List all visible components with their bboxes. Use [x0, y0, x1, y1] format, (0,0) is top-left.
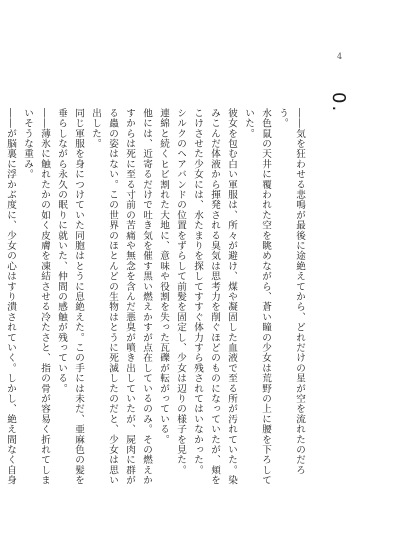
paragraph: シルクのヘアバンドの位置をずらして前髪を固定し、少女は辺りの様子を見た。: [175, 108, 186, 476]
paragraph: 水色鼠の天井に覆われた空を眺めながら、蒼い瞳の少女は荒野の上に腰を下ろしていた。: [243, 108, 271, 486]
paragraph: ――薄氷に触れたかの如く皮膚を凍結させる冷たさと、指の骨が容易く折れてしまいそうな重み。: [22, 108, 50, 486]
paragraph: 連綿と続くヒビ割れた大地に、意味や役割を失った瓦礫が転がっている。: [158, 108, 169, 445]
paragraph: ――が脳裏に浮かぶ度に、少女の心はすり潰されていく。しかし、絶え間なく自身: [5, 108, 16, 486]
chapter-title: 0.: [328, 92, 349, 114]
paragraph: 同じ軍服を身につけていた同胞はとうに息絶えた。この手には未だ、亜麻色の髪を垂らしながら永久の眠りに就いた、仲間の感触が残っている。: [56, 108, 84, 486]
paragraph: ――気を狂わせる悲鳴が最後に途絶えてから、どれだけの星が空を流れたのだろう。: [277, 108, 305, 476]
page-number: 4: [337, 52, 343, 61]
paragraph: 彼女を包む白い軍服は、所々が避け、煤や凝固した血液で至る所が汚れていた。染みこんだ体液から揮発される臭気は思考力を削ぐほどのものになっていたが、頬をこけさせた少女には、水たまりを探してすすぐ体力すら残されてはいなかった。: [192, 108, 237, 486]
paragraph: 他には、近寄るだけで吐き気を催す黒い燃えかすが点在しているのみ。その燃えかすからは死に至る寸前の苦痛や無念を含んだ悪臭が噴き出していたが、屍肉に群がる蟲の姿はない。この世界のほとんどの生物はとうに死滅したのだと、少女は思い出した。: [90, 108, 152, 486]
body-text: [5, 108, 308, 488]
